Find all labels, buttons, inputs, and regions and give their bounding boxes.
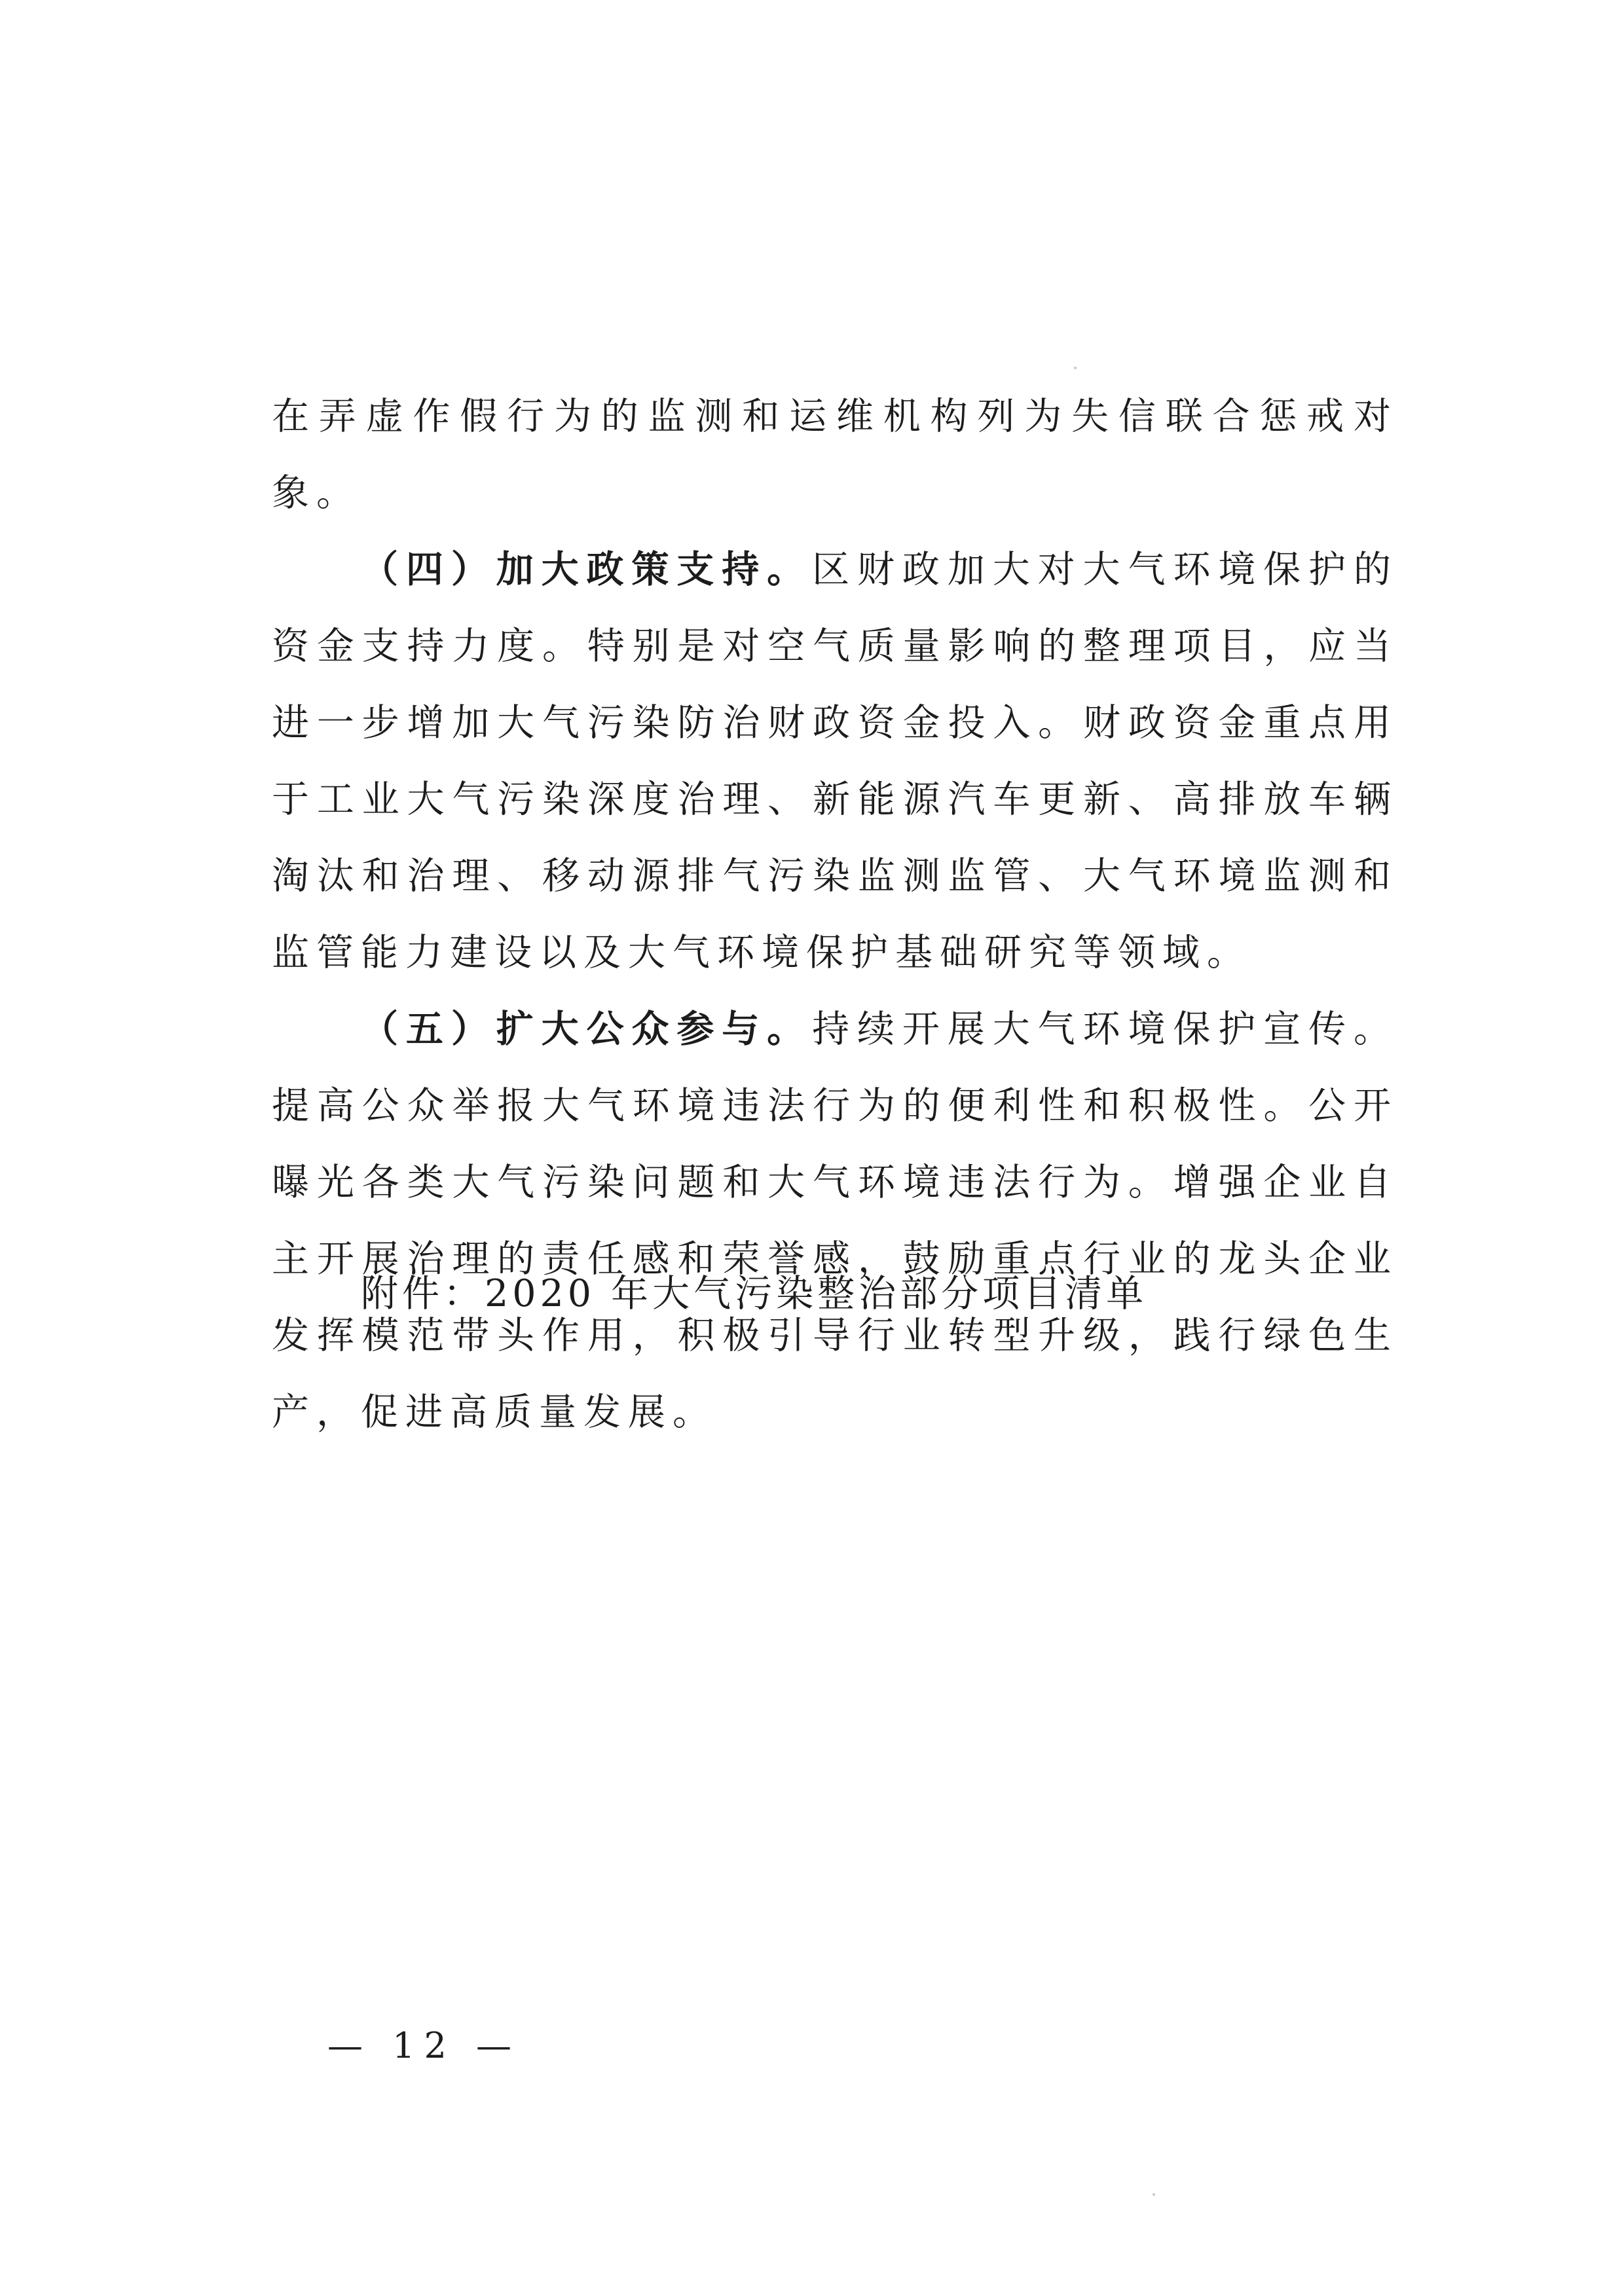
section-heading-four: （四）加大政策支持。 (361, 548, 813, 591)
paragraph-policy-support (272, 532, 1398, 991)
paragraph-continuation (272, 378, 1398, 532)
page-number: — 12 — (327, 2025, 521, 2066)
scan-speck (1074, 367, 1077, 369)
attachment-line: 附件：2020 年大气污染整治部分项目清单 (361, 1272, 1148, 1315)
paragraph-public-participation (272, 991, 1398, 1451)
paragraph-text: 在弄虚作假行为的监测和运维机构列为失信联合惩戒对象。 (272, 395, 1398, 515)
scan-speck (1153, 2193, 1155, 2196)
section-heading-five: （五）扩大公众参与。 (361, 1008, 813, 1051)
paragraph-text: 区财政加大对大气环境保护的资金支持力度。特别是对空气质量影响的整理项目，应当进一步增加大气污染防治财政资金投入。财政资金重点用于工业大气污染深度治理、新能源汽车更新、高排放车辆淘汰和治理、移动源排气污染监测监管、大气环境监测和监管能力建设以及大气环境保护基础研究等领域。 (272, 548, 1399, 974)
paragraph-text: 持续开展大气环境保护宣传。提高公众举报大气环境违法行为的便利性和积极性。公开曝光各类大气污染问题和大气环境违法行为。增强企业自主开展治理的责任感和荣誉感，鼓励重点行业的龙头企业发挥模范带头作用，积极引导行业转型升级，践行绿色生产，促进高质量发展。 (272, 1008, 1399, 1434)
